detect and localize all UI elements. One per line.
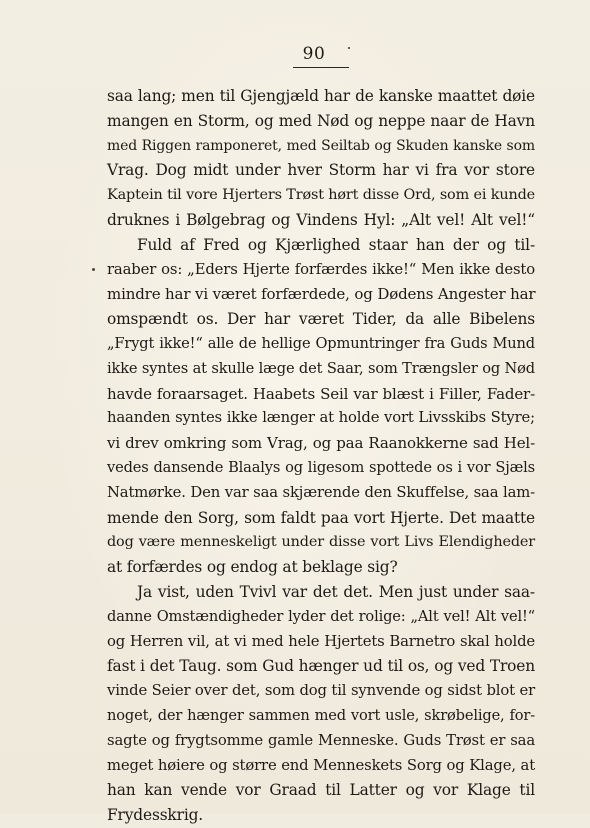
text-line: omspændt os. Der har været Tider, da alle Bibelens [107, 310, 535, 329]
text-line: raaber os: „Eders Hjerte forfærdes ikke!“ Men ikke desto [107, 260, 535, 278]
text-line: „Frygt ikke!“ alle de hellige Opmuntringer fra Guds Mund [107, 334, 535, 352]
text-line: havde foraarsaget. Haabets Seil var blæst i Filler, Fader- [107, 384, 535, 403]
text-line: saa lang; men til Gjengjæld har de kanske maattet døie [107, 87, 535, 105]
text-line: at forfærdes og endog at beklage sig? [107, 558, 398, 577]
text-line: Ja vist, uden Tvivl var det det. Men just under saa- [137, 582, 535, 601]
text-line: sagte og frygtsomme gamle Menneske. Guds Trøst er saa [107, 731, 535, 749]
text-line: mende den Sorg, som faldt paa vort Hjerte. Det maatte [107, 508, 535, 527]
text-line: noget, der hænger sammen med vort usle, skrøbelige, for- [107, 706, 535, 724]
text-line: Fuld af Fred og Kjærlighed staar han der og til- [137, 235, 535, 254]
ink-speck [92, 268, 95, 271]
text-line: danne Omstændigheder lyder det rolige: „Alt vel! Alt vel!“ [107, 607, 535, 625]
text-line: Kaptein til vore Hjerters Trøst hørt disse Ord, som ei kunde [107, 187, 535, 204]
page-number: 90 [302, 44, 326, 64]
text-line: Frydesskrig. [107, 806, 204, 825]
text-line: vi drev omkring som Vrag, og paa Raanokkerne sad Hel- [107, 434, 535, 453]
text-line: mindre har vi været forfærdede, og Dødens Angester har [107, 285, 536, 304]
text-line: meget høiere og større end Menneskets Sorg og Klage, at [107, 756, 535, 774]
text-line: vedes dansende Blaalys og ligesom spottede os i vor Sjæls [107, 458, 535, 476]
text-line: Vrag. Dog midt under hver Storm har vi fra vor store [107, 161, 535, 180]
text-line: fast i det Taug. som Gud hænger ud til os, og ved Troen [107, 657, 535, 676]
text-line: og Herren vil, at vi med hele Hjertets Barnetro skal holde [107, 632, 535, 650]
text-line: med Riggen ramponeret, med Seiltab og Skuden kanske som [107, 137, 535, 154]
text-line: ikke syntes at skulle læge det Saar, som Trængsler og Nød [107, 359, 535, 377]
text-line: haanden syntes ikke længer at holde vort Livsskibs Styre; [107, 409, 535, 427]
text-line: dog være menneskeligt under disse vort Livs Elendigheder [107, 534, 535, 551]
text-line: vinde Seier over det, som dog til synvende og sidst blot er [107, 682, 535, 700]
text-line: mangen en Storm, og med Nød og neppe naar de Havn [107, 111, 535, 130]
text-line: druknes i Bølgebrag og Vindens Hyl: „Alt vel! Alt vel!“ [107, 210, 535, 229]
text-line: han kan vende vor Graad til Latter og vor Klage til [107, 781, 535, 800]
text-line: Natmørke. Den var saa skjærende den Skuffelse, saa lam- [107, 483, 535, 501]
body-text [107, 84, 535, 828]
header-rule [293, 67, 349, 68]
ink-speck [348, 47, 350, 49]
